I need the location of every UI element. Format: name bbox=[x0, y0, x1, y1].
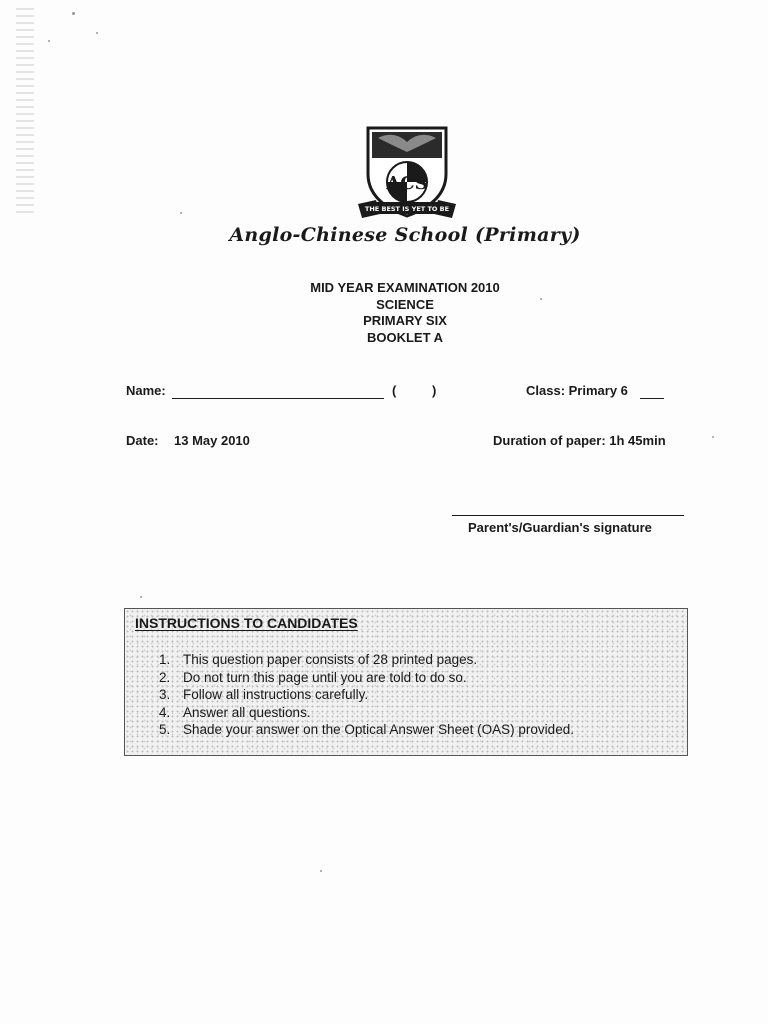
instruction-item bbox=[159, 669, 574, 687]
scan-speck bbox=[96, 32, 98, 34]
date-label: Date: bbox=[126, 433, 159, 448]
exam-title: MID YEAR EXAMINATION 2010 bbox=[310, 280, 500, 295]
class-field-line[interactable] bbox=[640, 398, 664, 399]
instruction-number: 2. bbox=[159, 669, 171, 685]
instruction-number: 3. bbox=[159, 687, 171, 702]
date-value: 13 May 2010 bbox=[174, 433, 250, 448]
exam-subject: SCIENCE bbox=[376, 296, 434, 312]
exam-booklet: BOOKLET A bbox=[366, 329, 444, 345]
scan-speck bbox=[140, 596, 142, 598]
instruction-item bbox=[159, 721, 574, 739]
instruction-text: Answer all questions. bbox=[183, 704, 311, 720]
scan-speck bbox=[320, 870, 322, 872]
school-name: Anglo-Chinese School (Primary) bbox=[229, 224, 581, 246]
name-field-line[interactable] bbox=[172, 398, 384, 399]
instruction-item bbox=[159, 686, 574, 704]
scan-speck bbox=[48, 40, 50, 42]
signature-label: Parent's/Guardian's signature bbox=[468, 520, 652, 535]
exam-level: PRIMARY SIX bbox=[363, 313, 447, 328]
instruction-number: 4. bbox=[159, 704, 171, 720]
instruction-text: Do not turn this page until you are told to do so. bbox=[183, 669, 467, 685]
instruction-number: 1. bbox=[159, 652, 171, 667]
duration-label: Duration of paper: 1h 45min bbox=[493, 433, 666, 448]
scan-speck bbox=[180, 212, 182, 214]
instruction-item bbox=[159, 651, 574, 669]
register-number-close: ) bbox=[432, 383, 437, 398]
register-number-open: ( bbox=[392, 383, 397, 398]
scan-smudge bbox=[16, 8, 34, 218]
instructions-list bbox=[159, 651, 574, 739]
signature-line[interactable] bbox=[452, 515, 684, 516]
crest-motto: THE BEST IS YET TO BE bbox=[364, 205, 450, 213]
instruction-item bbox=[159, 704, 574, 722]
instruction-number: 5. bbox=[159, 722, 171, 737]
exam-title-block bbox=[0, 280, 768, 346]
instruction-text: Follow all instructions carefully. bbox=[183, 687, 369, 702]
instructions-heading: INSTRUCTIONS TO CANDIDATES bbox=[135, 615, 358, 631]
name-label: Name: bbox=[126, 383, 166, 398]
class-label: Class: Primary 6 bbox=[526, 383, 628, 398]
crest-letters: ACS bbox=[386, 173, 428, 194]
scan-speck bbox=[72, 12, 75, 15]
instruction-text: This question paper consists of 28 printed pages. bbox=[183, 652, 478, 667]
school-crest-logo bbox=[354, 122, 460, 228]
scan-speck bbox=[712, 436, 714, 438]
instructions-box bbox=[124, 608, 688, 756]
instruction-text: Shade your answer on the Optical Answer Sheet (OAS) provided. bbox=[183, 722, 574, 737]
